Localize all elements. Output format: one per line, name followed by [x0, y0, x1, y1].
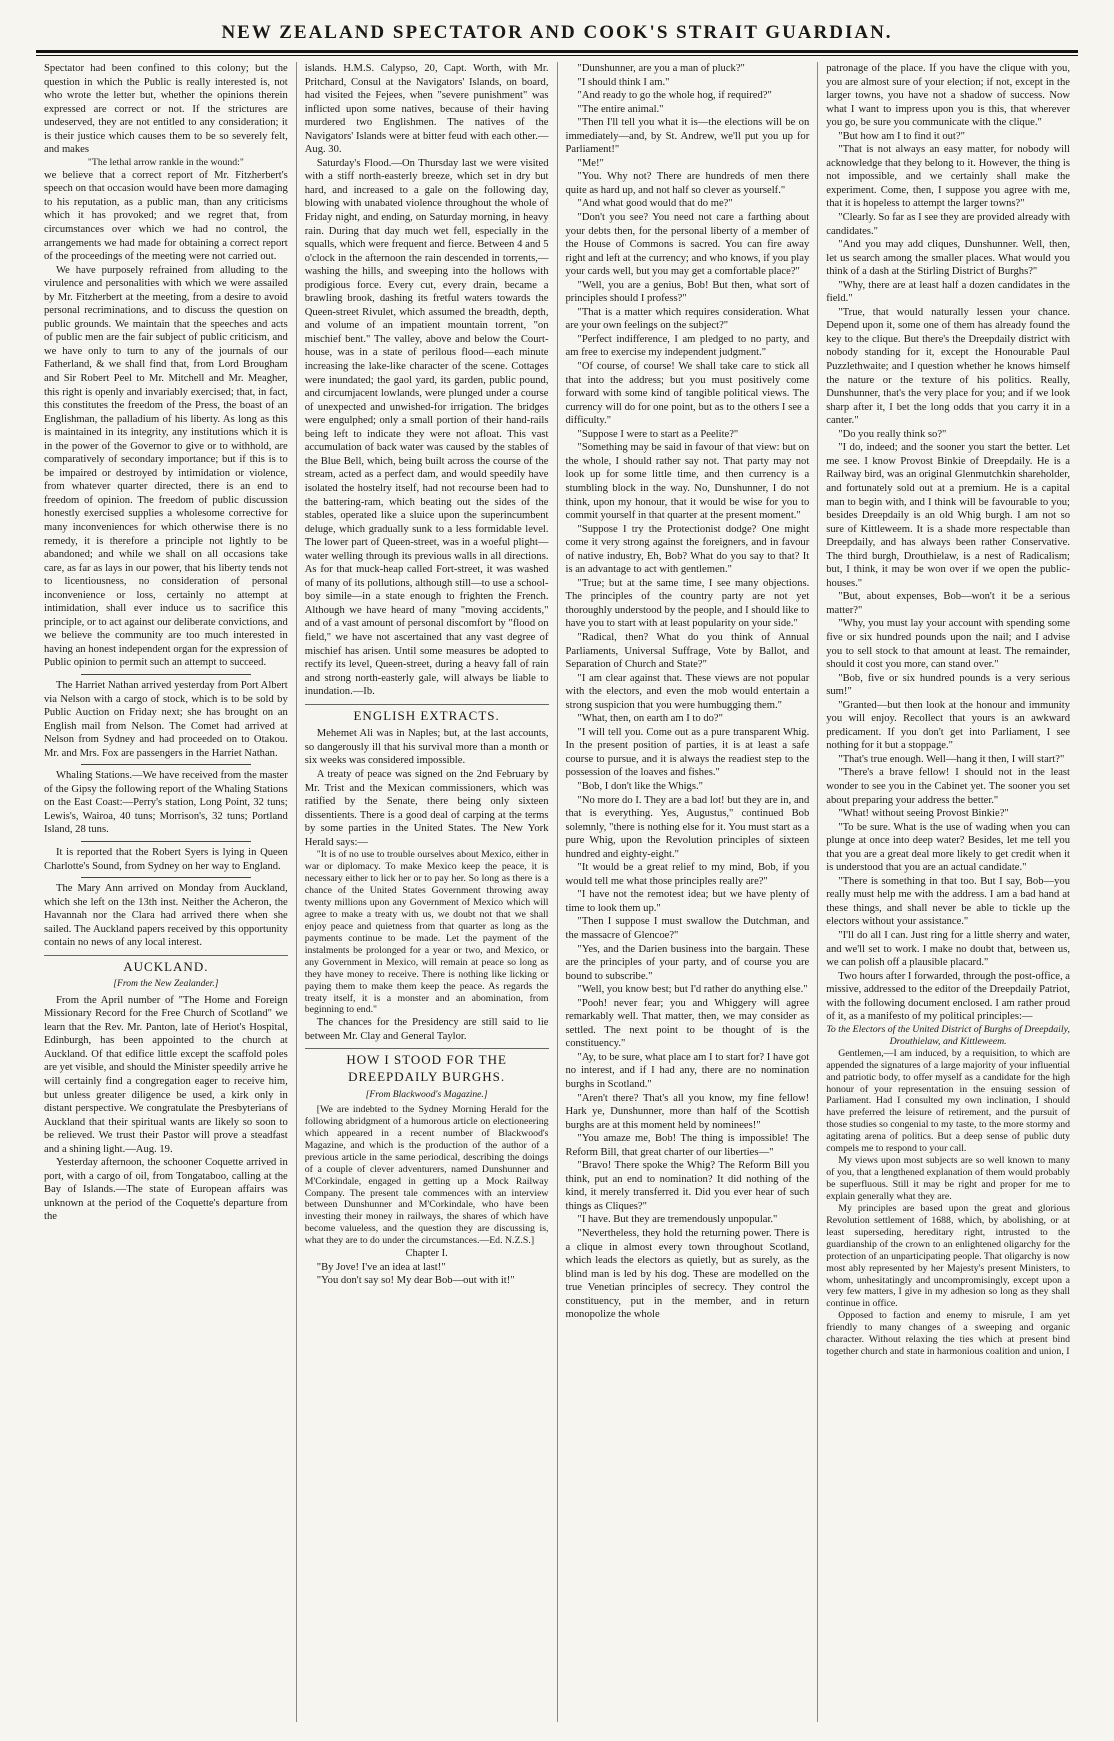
dialogue-line: "Why, there are at least half a dozen candidates in the field." — [826, 279, 1070, 305]
dialogue-line: "Then I suppose I must swallow the Dutchman, and the massacre of Glencoe?" — [565, 916, 810, 941]
dialogue-line: "I do, indeed; and the sooner you start the better. Let me see. I know Provost Binkie of Dreepdaily. He is a Railway bird, was an original Glenmutchkin shareholder, and fortunately sold out at a premium. He is a capital man to begin with, and I think will be favourable to you; besides Dreepdaily is an old Whig burgh. I am not so sure of Kittleweem. It is a shade more respectable than Dreepdaily, and has always been rather Conservative. The third burgh, Drouthielaw, is a nest of Radicalism; but, I think, it may be won over if we open the public-houses." — [826, 442, 1070, 589]
section-heading-auckland: AUCKLAND. — [44, 955, 288, 976]
dialogue-line: "I have. But they are tremendously unpopular." — [577, 1214, 778, 1226]
dialogue-line: "The entire animal." — [577, 103, 664, 115]
paragraph: "By Jove! I've an idea at last!" — [316, 1261, 446, 1273]
dialogue-line: "Why, you must lay your account with spending some five or six hundred pounds upon the nail; and I advise you to sell stock to that amount at least. The remainder, should it cost you more, can stand over." — [826, 618, 1070, 671]
dialogue-line: "There's a brave fellow! I should not in the least wonder to see you in the Cabinet yet. The sooner you set about preparing your address the better." — [826, 767, 1070, 806]
paragraph: Mehemet Ali was in Naples; but, at the last accounts, so dangerously ill that his survival more than a month or six weeks was considered impossible. — [304, 728, 549, 767]
dialogue-line: "There is something in that too. But I say, Bob—you really must help me with the address. I am a bad hand at these things, and shall never be able to tickle up the electors without your assistance." — [826, 875, 1070, 928]
quote: "The lethal arrow rankle in the wound:" — [87, 156, 244, 168]
column-4 — [817, 62, 1078, 1722]
paragraph: "It is of no use to trouble ourselves about Mexico, either in war or diplomacy. To make Mexico keep the peace, it is necessary either to lick her or to pay her. So long as there is a chance of the United States Government throwing away twenty millions upon any Government of Mexico which will agree to make a treaty with us, we doubt not that we shall enjoy peace and quietness from that quarter as long as the payments continue to be made. Let the payment of the instalments be prolonged for a year or two, and Mexico, or any Government in Mexico, will remain at peace so long as they have money to receive. There is nothing like licking or paying them to make them keep the peace. As regards the treaty itself, it is a monster and an abomination, from beginning to end." — [304, 849, 549, 1016]
paragraph: The Mary Ann arrived on Monday from Auckland, which she left on the 13th inst. Neither the Acheron, the Havannah nor the Clara had arrived there when she sailed. The Auckland papers received by this opportunity contain no news of any local interest. — [44, 883, 288, 949]
dialogue-line: "Suppose I were to start as a Peelite?" — [577, 428, 739, 440]
section-source: [From Blackwood's Magazine.] — [365, 1088, 488, 1100]
masthead: NEW ZEALAND SPECTATOR AND COOK'S STRAIT GUARDIAN. — [221, 22, 893, 43]
dialogue-line: "I will tell you. Come out as a pure transparent Whig. In the present position of parties, it is at least a safe course to pursue, and it is always the readiest step to the possession of the loaves and fishes." — [565, 726, 810, 779]
section-heading-dreepdaily: HOW I STOOD FOR THE DREEPDAILY BURGHS. — [305, 1048, 549, 1085]
dialogue-line: "Pooh! never fear; you and Whiggery will agree remarkably well. That matter, then, we may consider as settled. The next point to be thought of is the constituency." — [565, 997, 810, 1050]
dialogue-line: "That is not always an easy matter, for nobody will acknowledge that they belong to it. However, the thing is not impossible, and we certainly shall make the experiment. Come, then, I suppose you agree with me, that it is hopeless to attempt the larger towns?" — [826, 144, 1070, 210]
dialogue-line: "Ay, to be sure, what place am I to start for? I have got no interest, and if I had any, there are no nomination burghs in Scotland." — [565, 1051, 810, 1091]
dialogue-line: "True; but at the same time, I see many objections. The principles of the country party are not yet thoroughly understood by the people, and I should like to have you to start with at least popularity on your side." — [565, 577, 810, 630]
paragraph: Spectator had been confined to this colony; but the question in which the Public is really interested is, not who wrote the letter but, whether the opinions therein expressed are correct or not. If the strictures are undeserved, they are not entitled to any consideration; it is their justice which causes them to be so severely felt, and makes — [44, 63, 288, 156]
dialogue-line: "And you may add cliques, Dunshunner. Well, then, let us search among the smaller places. What would you think of a dash at the Stirling District of Burghs?" — [826, 239, 1070, 278]
paragraph: "You don't say so! My dear Bob—out with it!" — [316, 1275, 515, 1287]
dialogue-line: "Suppose I try the Protectionist dodge? One might come it very strong against the foreigners, and in favour of native industry, Eh, Bob? What do you say to that? It is an advantage to act with gentlemen." — [565, 523, 810, 576]
paragraph: Opposed to faction and enemy to misrule, I am yet friendly to many changes of a sweeping and organic character. Without relaxing the ties which at present bind together church and state in harmonious coalition and union, I — [826, 1310, 1070, 1358]
chapter-heading: Chapter I. — [405, 1248, 448, 1260]
dialogue-line: "Nevertheless, they hold the returning power. There is a clique in almost every town throughout Scotland, which leads the electors as quietly, but as surely, as the blind man is led by his dog. These are modelled on the true Venetian principles of secrecy. They control the constituency, put in the member, and in return monopolize the whole — [565, 1228, 810, 1321]
dialogue-line: "No more do I. They are a bad lot! but they are in, and that is everything. Yes, Augustus," continued Bob solemnly, "there is nothing else for it. You must start as a pure Whig, upon the Revolution principles of sixteen hundred and eighty-eight." — [565, 794, 810, 860]
dialogue-line: "I should think I am." — [577, 76, 670, 88]
separator — [81, 674, 252, 675]
dialogue-line: "Bob, five or six hundred pounds is a very serious sum!" — [826, 672, 1070, 698]
paragraph: islands. H.M.S. Calypso, 20, Capt. Worth, with Mr. Pritchard, Consul at the Navigators' Islands, on board, had visited the Fejees, when "severe punishment" was inflicted upon some natives, because of their having murdered two Englishmen. The natives of the Navigators' Islands were at bitter feud with each other.—Aug. 30. — [304, 63, 549, 156]
dialogue-line: "That's true enough. Well—hang it then, I will start?" — [838, 753, 1065, 765]
separator — [81, 841, 252, 842]
section-heading-english-extracts: ENGLISH EXTRACTS. — [305, 704, 549, 725]
dialogue-line: patronage of the place. If you have the clique with you, you are almost sure of your election; if not, except in the larger towns, you have not a shadow of success. Now what I want to impress upon you is this, that wherever you go, be sure you communicate with the clique." — [826, 63, 1070, 129]
dialogue-line: "Dunshunner, are you a man of pluck?" — [577, 63, 745, 74]
paragraph: Two hours after I forwarded, through the post-office, a missive, addressed to the editor of the Dreepdaily Patriot, with the following document enclosed. I am rather proud of it, as a manifesto of my political principles:— — [826, 970, 1070, 1023]
dialogue-line: "What, then, on earth am I to do?" — [577, 713, 723, 725]
section-source: [From the New Zealander.] — [113, 978, 219, 990]
dialogue-line: "Me!" — [577, 157, 604, 169]
dialogue-line: "Bob, I don't like the Whigs." — [577, 780, 703, 792]
dialogue-line: "True, that would naturally lessen your chance. Depend upon it, some one of them has already found the key to the clique. But there's the Dreepdaily district with nobody standing for it, except the Honourable Paul Puzzlethwaite; and I question whether he knows himself the nature or the texture of his politics. Really, Dunshunner, that's the very place for you; and if we look sharp after it, I bet the long odds that you carry it in a canter." — [826, 306, 1070, 427]
paragraph: we believe that a correct report of Mr. Fitzherbert's speech on that occasion would have been more damaging to his reputation, as a public man, than any criticisms which it has provoked; and we regret that, from circumstances over which we had no control, the arrangements we had made for obtaining a correct report of the proceedings of the meeting were not carried out. — [44, 169, 288, 263]
dialogue-line: "Granted—but then look at the honour and immunity you will enjoy. Recollect that yours is an awkward predicament. If you don't get into Parliament, I see nothing for it but a stoppage." — [826, 699, 1070, 752]
dialogue-line: "Yes, and the Darien business into the bargain. These are the principles of your party, and of course you are bound to subscribe." — [565, 943, 810, 982]
paragraph: My principles are based upon the great and glorious Revolution settlement of 1688, which, by abolishing, or at least superseding, hereditary right, intrusted to the guardianship of the crown to an enlightened oligarchy for the protection of an unparticipating people. That oligarchy is now most ably represented by her Majesty's present Ministers, to whom, unhesitatingly and uncompromisingly, except upon a very few matters, I give in my adhesion so long as they shall continue in office. — [826, 1202, 1070, 1310]
column-2 — [296, 62, 557, 1722]
paragraph: Saturday's Flood.—On Thursday last we were visited with a stiff north-easterly breeze, which set in dry but hard, and increased to a gale on the following day, blowing with unabated violence throughout the whole of Friday night, and ending, on Saturday morning, in heavy rain. During that day much wet fell, especially in the squalls, which were frequent and fierce. Between 4 and 5 o'clock in the afternoon the rain descended in torrents,—washing the hills, and sweeping into the hollows with prodigious force. Every cut, every drain, became a brawling brook, dashing its fretful waters towards the Queen-street Rivulet, which assumed the breadth, depth, and volume of an impatient mountain torrent, "on mischief bent." The valley, above and below the Court-house, was in a state of perilous flood—each minute increasing the lake-like character of the scene. Cottages were inundated; the gaol yard, its garden, public pound, and circumjacent lowlands, were plunged under a course of unexpected and unwished-for irrigation. The bridges were engulphed; only a small portion of their hand-rails being left to indicate they were not afloat. This vast accumulation of back water was caused by the stables of the Blue Bell, which, being built across the course of the stream, acted as a perfect dam, and would speedily have isolated the hostelry itself, had not recourse been had to the battering-ram, which beating out the sides of the stables, operated like a sluice upon the superincumbent deluge, which gradually sunk to a less formidable level. The lower part of Queen-street, was in a woeful plight—water welling through its previous walls in all directions. As for that muck-heap called Fort-street, it was washed of many of its pollutions, although still—to use a school-boy simile—in a state enough to frighten the French. Although we have heard of many "moving accidents," and of a vast amount of personal discomfort by "flood on field," we have not ascertained that any vast degree of mischief has arisen. Until some measures be adopted to rectify its level, Queen-street, during a heavy fall of rain and strong north-easterly gale, will always be liable to inundation.—Ib. — [304, 157, 549, 698]
address-heading: To the Electors of the United District of Burghs of Dreepdaily, Drouthielaw, and Kittleweem. — [826, 1023, 1070, 1047]
dialogue-line: "That is a matter which requires consideration. What are your own feelings on the subject?" — [565, 306, 810, 332]
paragraph: Yesterday afternoon, the schooner Coquette arrived in port, with a cargo of oil, from Tongataboo, calling at the Bay of Islands.—The state of European affairs was unknown at the period of the Coquette's departure from the — [44, 1157, 288, 1223]
dialogue-line: "Of course, of course! We shall take care to stick all that into the address; but you must positively come forward with some kind of tangible political views. The currency will do for one point, but as to the others I see a difficulty." — [565, 361, 810, 427]
dialogue-line: "But how am I to find it out?" — [838, 130, 965, 142]
paragraph: It is reported that the Robert Syers is lying in Queen Charlotte's Sound, from Sydney on her way to England. — [44, 847, 288, 872]
separator — [81, 877, 252, 878]
dialogue-line: "And ready to go the whole hog, if required?" — [577, 90, 772, 102]
dialogue-line: "To be sure. What is the use of wading when you can plunge at once into deep water? Besides, let me tell you that you are a great deal more likely to get credit when it is understood that you are an actual candidate." — [826, 821, 1070, 874]
separator — [81, 764, 252, 765]
dialogue-line: "Bravo! There spoke the Whig? The Reform Bill you think, put an end to nomination? It did nothing of the kind, it merely transferred it. Did you ever hear of such things as Cliques?" — [565, 1160, 810, 1212]
dialogue-line: "And what good would that do me?" — [577, 198, 733, 210]
paragraph: [We are indebted to the Sydney Morning Herald for the following abridgment of a humorous article on electioneering which appeared in a recent number of Blackwood's Magazine, and which is the production of the author of a previous article in the same periodical, describing the doings of a couple of clever adventurers, named Dunshunner and M'Corkindale, engaged in getting up a Mock Railway Company. The present tale commences with an interview between Dunshunner and M'Corkindale, who have been investing their money in railways, the shares of which have become valueless, and the question they are discussing is, what they are to do under the circumstances.—Ed. N.Z.S.] — [304, 1103, 549, 1247]
dialogue-line: "Clearly. So far as I see they are provided already with candidates." — [826, 212, 1070, 237]
dialogue-line: "Then I'll tell you what it is—the elections will be on immediately—and, by St. Andrew, we'll put you up for Parliament!" — [565, 117, 810, 156]
dialogue-line: "But, about expenses, Bob—won't it be a serious matter?" — [826, 591, 1070, 616]
dialogue-line: "I'll do all I can. Just ring for a little sherry and water, and we'll set to work. I make no doubt that, between us, we can polish off a plausible placard." — [826, 930, 1070, 969]
dialogue-line: "You amaze me, Bob! The thing is impossible! The Reform Bill, that great charter of our liberties—" — [565, 1133, 810, 1158]
dialogue-line: "It would be a great relief to my mind, Bob, if you would tell me what those principles really are?" — [565, 862, 810, 887]
columns — [36, 62, 1078, 1722]
dialogue-line: "Well, you are a genius, Bob! But then, what sort of principles should I profess?" — [565, 279, 810, 305]
dialogue-line: "Perfect indifference, I am pledged to no party, and am free to exercise my independent judgment." — [565, 333, 810, 359]
paragraph: From the April number of "The Home and Foreign Missionary Record for the Free Church of Scotland" we learn that the Rev. Mr. Panton, late of Heriot's Hospital, Edinburgh, has been appointed to the church at Auckland. Of that edifice little except the scaffold poles are yet visible, and should the Minister speedily arrive he will certainly find a congregation eager to receive him, but unless greater diligence be used, a kirk only in distant perspective. We congratulate the Presbyterians of Auckland that their spiritual wants are likely so soon to be relieved. We trust their Pastor will prove a steadfast and a shining light.—Aug. 19. — [44, 994, 288, 1155]
paragraph: The chances for the Presidency are still said to lie between Mr. Clay and General Taylor. — [304, 1017, 549, 1042]
dialogue-line: "I am clear against that. These views are not popular with the electors, and even the mob would entertain a strong suspicion that you were humbugging them." — [565, 672, 810, 711]
paragraph: Gentlemen,—I am induced, by a requisition, to which are appended the signatures of a large majority of your influential and patriotic body, to offer myself as a candidate for the high honour of your representation in the ensuing session of Parliament. Had I consulted my own inclination, I should have preferred the leisure of retirement, and the pursuit of those studies so congenial to my taste, to the more stormy and agitating arena of politics. But a deep sense of public duty compels me to respond to your call. — [826, 1047, 1070, 1155]
dialogue-line: "You. Why not? There are hundreds of men there quite as hard up, and not half so clever as yourself." — [565, 171, 810, 196]
dialogue-line: "Don't you see? You need not care a farthing about your debts then, for the personal liberty of a member of the House of Commons is sacred. You can fire away right and left at the currency; and who knows, if you play your cards well, but you may get a comfortable place?" — [565, 212, 810, 278]
paragraph: Whaling Stations.—We have received from the master of the Gipsy the following report of the Whaling Stations on the East Coast:—Perry's station, Long Point, 32 tuns; Lewis's, Wairoa, 40 tuns; Morrison's, 32 tuns; Portland Island, 28 tuns. — [44, 770, 288, 836]
dialogue-line: "I have not the remotest idea; but we have plenty of time to look them up." — [565, 889, 810, 914]
dialogue-line: "Do you really think so?" — [838, 428, 947, 440]
masthead-rule — [36, 50, 1078, 56]
dialogue-line: "What! without seeing Provost Binkie?" — [838, 808, 1009, 820]
paragraph: We have purposely refrained from alluding to the virulence and personalities with which we were assailed by Mr. Fitzherbert at the meeting, from a desire to avoid personal recriminations, and to discuss the question on public grounds. We maintain that the speeches and acts of public men are the fair subject of public criticism, and we have only to turn to any of the journals of our Fatherland, & we shall find that, from Lord Brougham and Sir Robert Peel to Mr. Mitchell and Mr. Meagher, this right is openly and invariably exercised; that, in fact, this constitutes the freedom of the Press, the boast of an Englishman, the palladium of his liberty. As long as this is maintained in its integrity, any institutions which it is in the power of the Governor to give or to withhold, are comparatively of secondary importance; but if this is to be impaired or destroyed by intimidation or violence, from whatever quarter directed, there is an end to freedom of opinion. The freedom of public discussion honestly exercised supplies a wholesome corrective for many inconveniences for which otherwise there is no remedy, it is therefore a principle not lightly to be abandoned; and while we shall on all occasions take care, as far as lays in our power, that his liberty tends not to licentiousness, no consideration of personal inconvenience or loss, certainly no attempt at intimidation, shall ever induce us to sacrifice this principle, or to act against our deliberate convictions, and we believe the community are too much interested in having an honest independent organ for the expression of Public opinion to permit such an attempt to succeed. — [44, 264, 288, 669]
dialogue-line: "Radical, then? What do you think of Annual Parliaments, Universal Suffrage, Vote by Ballot, and Separation of Church and State?" — [565, 631, 810, 671]
paragraph: A treaty of peace was signed on the 2nd February by Mr. Trist and the Mexican commissioners, which was ratified by the Senate, there being only sixteen dissentients. There is a good deal of carping at the terms by some parties in the United States. The New York Herald says:— — [304, 768, 549, 848]
dialogue-line: "Aren't there? That's all you know, my fine fellow! Hark ye, Dunshunner, more than half of the Scottish burghs are at this moment held by nominees!" — [565, 1092, 810, 1131]
column-3 — [557, 62, 818, 1722]
paragraph: My views upon most subjects are so well known to many of you, that a lengthened explanation of them would probably be superfluous. Still it may be right and proper for me to explain generally what they are. — [826, 1155, 1070, 1202]
dialogue-line: "Something may be said in favour of that view: but on the whole, I should rather say not. That party may not look up for some little time, and then currency is a stumbling block in the way. No, Dunshunner, I do not think, upon my honour, that it would be wise for you to commit yourself in that quarter at the present moment." — [565, 442, 810, 522]
paragraph: The Harriet Nathan arrived yesterday from Port Albert via Nelson with a cargo of stock, which is to be sold by Public Auction on Friday next; she has brought on an English mail from Nelson. The Comet had arrived at Nelson from Sydney and had proceeded on to Otakou. Mr. and Mrs. Fox are passengers in the Harriet Nathan. — [44, 680, 288, 759]
dialogue-line: "Well, you know best; but I'd rather do anything else." — [577, 984, 808, 996]
column-1 — [36, 62, 296, 1722]
